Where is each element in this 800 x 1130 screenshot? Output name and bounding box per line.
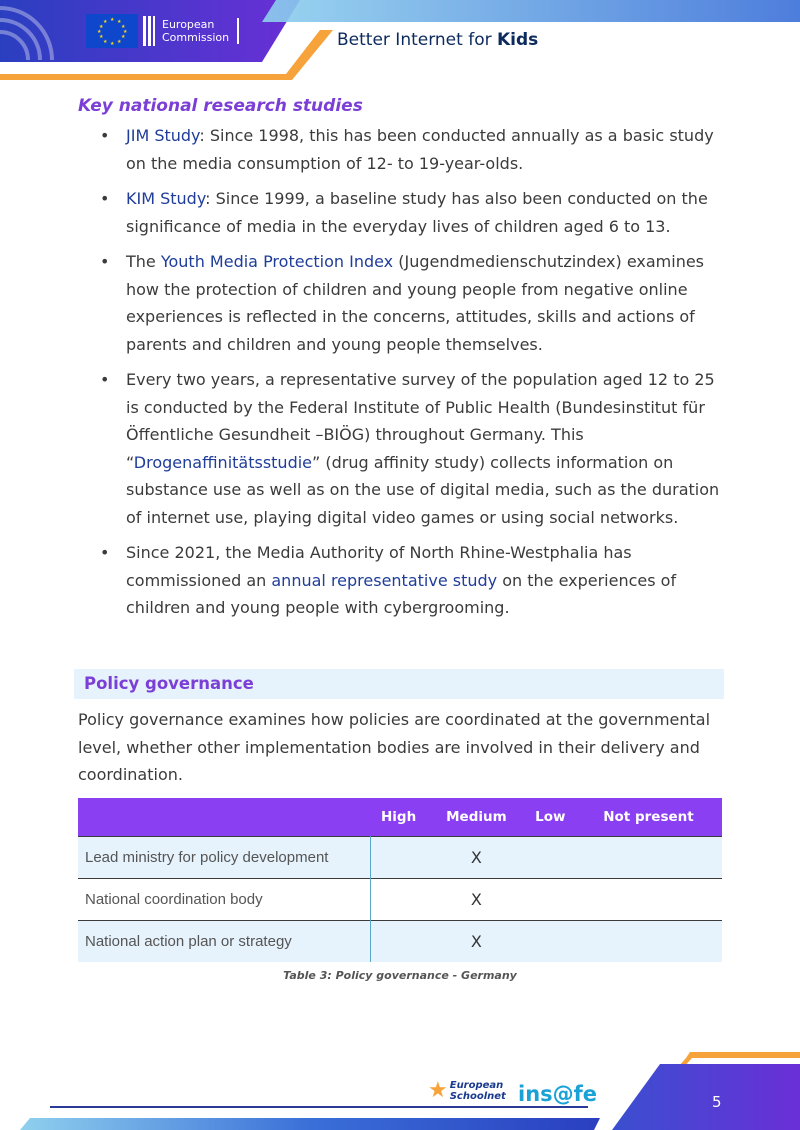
- star-icon: ★: [428, 1078, 448, 1103]
- list-item: • JIM Study: Since 1998, this has been conducted annually as a basic study on the media consumption of 12- to 19-year-olds.: [100, 122, 732, 177]
- row-label: National action plan or strategy: [78, 921, 370, 963]
- policy-heading: Policy governance: [84, 674, 254, 693]
- cell-medium: X: [427, 921, 525, 963]
- cell-high: [370, 837, 427, 879]
- table-header-row: [78, 798, 722, 837]
- table-caption: Table 3: Policy governance - Germany: [283, 969, 517, 982]
- header-cell: [78, 798, 370, 837]
- list-item: • Since 2021, the Media Authority of North Rhine-Westphalia has commissioned an annual representative study on the experiences of children and young people with cybergrooming.: [100, 539, 732, 622]
- european-schoolnet-logo: ★ European Schoolnet: [428, 1078, 506, 1103]
- header-cell-not-present: Not present: [575, 798, 722, 837]
- list-item: • KIM Study: Since 1999, a baseline study has also been conducted on the significance of media in the everyday lives of children aged 6 to 13.: [100, 185, 732, 240]
- row-label: National coordination body: [78, 879, 370, 921]
- list-item: • Every two years, a representative survey of the population aged 12 to 25 is conducted by the Federal Institute of Public Health (Bundesinstitut für Öffentliche Gesundheit –BIÖG) throughout Germany. This “Drogenaffinitätsstudie” (drug affinity study) collects information on substance use as well as on the use of digital media, such as the duration of internet use, playing digital video games or using social networks.: [100, 366, 732, 531]
- cell-medium: X: [427, 837, 525, 879]
- youth-media-protection-index-link[interactable]: Youth Media Protection Index: [160, 252, 394, 271]
- policy-description: Policy governance examines how policies are coordinated at the governmental level, whether other implementation bodies are involved in their delivery and coordination.: [78, 710, 711, 784]
- kim-study-link[interactable]: KIM Study: [126, 189, 206, 208]
- list-item: • The Youth Media Protection Index (Jugendmedienschutzindex) examines how the protection of children and young people from negative online experiences is reflected in the concerns, attitudes, skills and actions of parents and children and young people themselves.: [100, 248, 732, 358]
- cell-not-present: [575, 837, 722, 879]
- page-number: 5: [712, 1093, 722, 1111]
- research-heading: Key national research studies: [78, 96, 363, 116]
- insafe-logo: ins@fe: [518, 1082, 598, 1106]
- header-cell-medium: Medium: [427, 798, 525, 837]
- cell-not-present: [575, 921, 722, 963]
- cell-high: [370, 879, 427, 921]
- policy-governance-bar: [74, 669, 724, 699]
- header-cell-low: Low: [526, 798, 575, 837]
- policy-governance-table: [78, 798, 722, 962]
- commission-building-icon: [142, 14, 156, 48]
- ec-wordmark: European Commission: [162, 18, 239, 44]
- cell-low: [526, 921, 575, 963]
- eu-flag-icon: ★ ★ ★ ★ ★ ★ ★ ★ ★ ★ ★ ★: [86, 14, 138, 48]
- cell-medium: X: [427, 879, 525, 921]
- european-commission-logo: [86, 14, 239, 48]
- research-list: [100, 122, 732, 630]
- annual-representative-study-link[interactable]: annual representative study: [271, 570, 498, 590]
- cell-not-present: [575, 879, 722, 921]
- drogenaffinitaetsstudie-link[interactable]: Drogenaffinitätsstudie: [133, 452, 313, 472]
- table-row: [78, 921, 722, 963]
- table-row: [78, 879, 722, 921]
- cell-low: [526, 837, 575, 879]
- row-label: Lead ministry for policy development: [78, 837, 370, 879]
- header-cell-high: High: [370, 798, 427, 837]
- better-internet-for-kids-logo: Better Internet for Kids: [337, 30, 539, 50]
- cell-high: [370, 921, 427, 963]
- cell-low: [526, 879, 575, 921]
- footer-banner: [0, 1040, 800, 1130]
- jim-study-link[interactable]: JIM Study: [126, 126, 200, 145]
- table-row: [78, 837, 722, 879]
